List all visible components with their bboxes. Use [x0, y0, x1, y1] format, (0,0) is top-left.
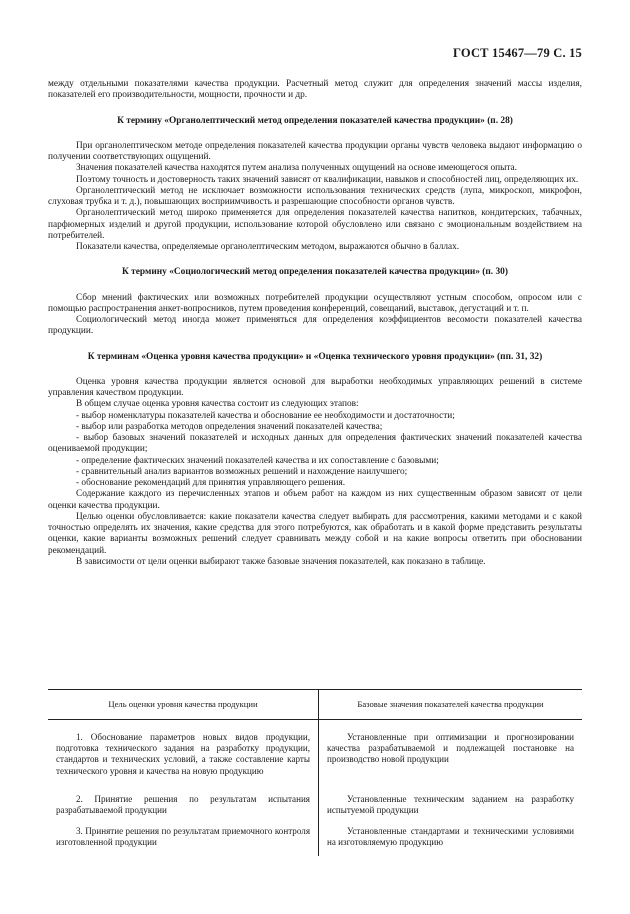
page-header: ГОСТ 15467—79 С. 15 — [453, 46, 582, 60]
document-body — [48, 79, 582, 568]
cell-text: Установленные стандартами и техническими условиями на изготовляемую продукцию — [327, 826, 574, 848]
list-item: - сравнительный анализ вариантов возможных решений и нахождение наилучшего; — [76, 466, 408, 477]
goals-table — [48, 689, 582, 856]
cell-text: Установленные техническим заданием на разработку испытуемой продукции — [327, 794, 574, 816]
cell-text: 2. Принятие решения по результатам испытания разрабатываемой продукции — [56, 794, 310, 816]
table-cell-base — [319, 788, 583, 820]
list-item: - определение фактических значений показателей качества и их сопоставление с базовыми; — [76, 455, 439, 466]
paragraph: Органолептический метод широко применяется для определения показателей качества напитков, кондитерских, табачных, парфюмерных изделий и другой продукции, использование которой обусловлено или связано с эмоциональным воздействием на потребителей. — [48, 208, 582, 241]
paragraph: При органолептическом методе определения показателей качества продукции органы чувств человека выдают информацию о получении соответствующих ощущений. — [48, 140, 582, 162]
table-cell-base — [319, 720, 583, 789]
table-row — [48, 788, 582, 820]
column-header-base: Базовые значения показателей качества продукции — [319, 690, 583, 720]
table-cell-goal — [48, 788, 319, 820]
paragraph: Социологический метод иногда может применяться для определения коэффициентов весомости показателей качества продукции. — [48, 315, 582, 337]
paragraph: В общем случае оценка уровня качества состоит из следующих этапов: — [76, 399, 359, 410]
paragraph: Значения показателей качества находятся путем анализа полученных ощущений на основе имеющегося опыта. — [76, 163, 517, 174]
cell-text: Установленные при оптимизации и прогнозировании качества разрабатываемой и подлежащей постановке на производство новой продукции — [327, 732, 574, 765]
table-cell-goal — [48, 820, 319, 856]
list-item: - выбор базовых значений показателей и исходных данных для определения фактических значений показателей качества оцениваемой продукции; — [48, 433, 582, 455]
cell-text: 1. Обоснование параметров новых видов продукции, подготовка технического задания на разработку продукции, стандартов и технических условий, а также составление карты технического уровня и качества на новую продукцию — [56, 732, 310, 776]
paragraph: между отдельными показателями качества продукции. Расчетный метод служит для определения значений массы изделия, показателей его производительности, мощности, прочности и др. — [48, 79, 582, 101]
list-item: - выбор номенклатуры показателей качества и обоснование ее необходимости и достаточности; — [76, 410, 455, 421]
paragraph: Целью оценки обусловливается: какие показатели качества следует выбирать для рассмотрения, какими методами и с какой точностью определять их значения, какие средства для этого потребуются, как обработать и в какой форме представить результаты оценки, какие варианты возможных решений следует сравнивать между собой и на какие вопросы ответить при обосновании рекомендаций. — [48, 511, 582, 556]
table-header-row — [48, 690, 582, 720]
paragraph: Показатели качества, определяемые органолептическим методом, выражаются обычно в баллах. — [76, 242, 460, 252]
paragraph: Содержание каждого из перечисленных этапов и объем работ на каждом из них существенным образом зависят от цели оценки качества продукции. — [48, 489, 582, 511]
section-heading: К термину «Органолептический метод определения показателей качества продукции» (п. 28) — [117, 115, 513, 126]
list-item: - обоснование рекомендаций для принятия управляющего решения. — [76, 478, 346, 488]
paragraph: В зависимости от цели оценки выбирают также базовые значения показателей, как показано в таблице. — [76, 556, 486, 567]
table-row — [48, 720, 582, 789]
section-heading: К термину «Социологический метод определения показателей качества продукции» (п. 30) — [122, 267, 508, 278]
paragraph: Органолептический метод не исключает возможности использования технических средств (лупа, микроскоп, микрофон, слуховая трубка и т. д.), повышающих восприимчивость и разрешающие способности органов чувств. — [48, 185, 582, 207]
paragraph: Оценка уровня качества продукции является основой для выработки необходимых управляющих решений в системе управления качеством продукции. — [48, 376, 582, 398]
column-header-goal: Цель оценки уровня качества продукции — [48, 690, 319, 720]
table-cell-base — [319, 820, 583, 856]
paragraph: Поэтому точность и достоверность таких значений зависят от квалификации, навыков и способностей лиц, определяющих их. — [76, 174, 579, 185]
table-cell-goal — [48, 720, 319, 789]
list-item: - выбор или разработка методов определения значений показателей качества; — [76, 421, 383, 432]
paragraph: Сбор мнений фактических или возможных потребителей продукции осуществляют устным способом, опросом или с помощью распространения анкет-вопросников, путем проведения конференций, совещаний, выставок, дегустаций и т. п. — [48, 292, 582, 314]
table-row — [48, 820, 582, 856]
section-heading: К терминам «Оценка уровня качества продукции» и «Оценка технического уровня продукции» (пп. 31, 32) — [87, 351, 543, 362]
cell-text: 3. Принятие решения по результатам приемочного контроля изготовленной продукции — [56, 826, 310, 848]
